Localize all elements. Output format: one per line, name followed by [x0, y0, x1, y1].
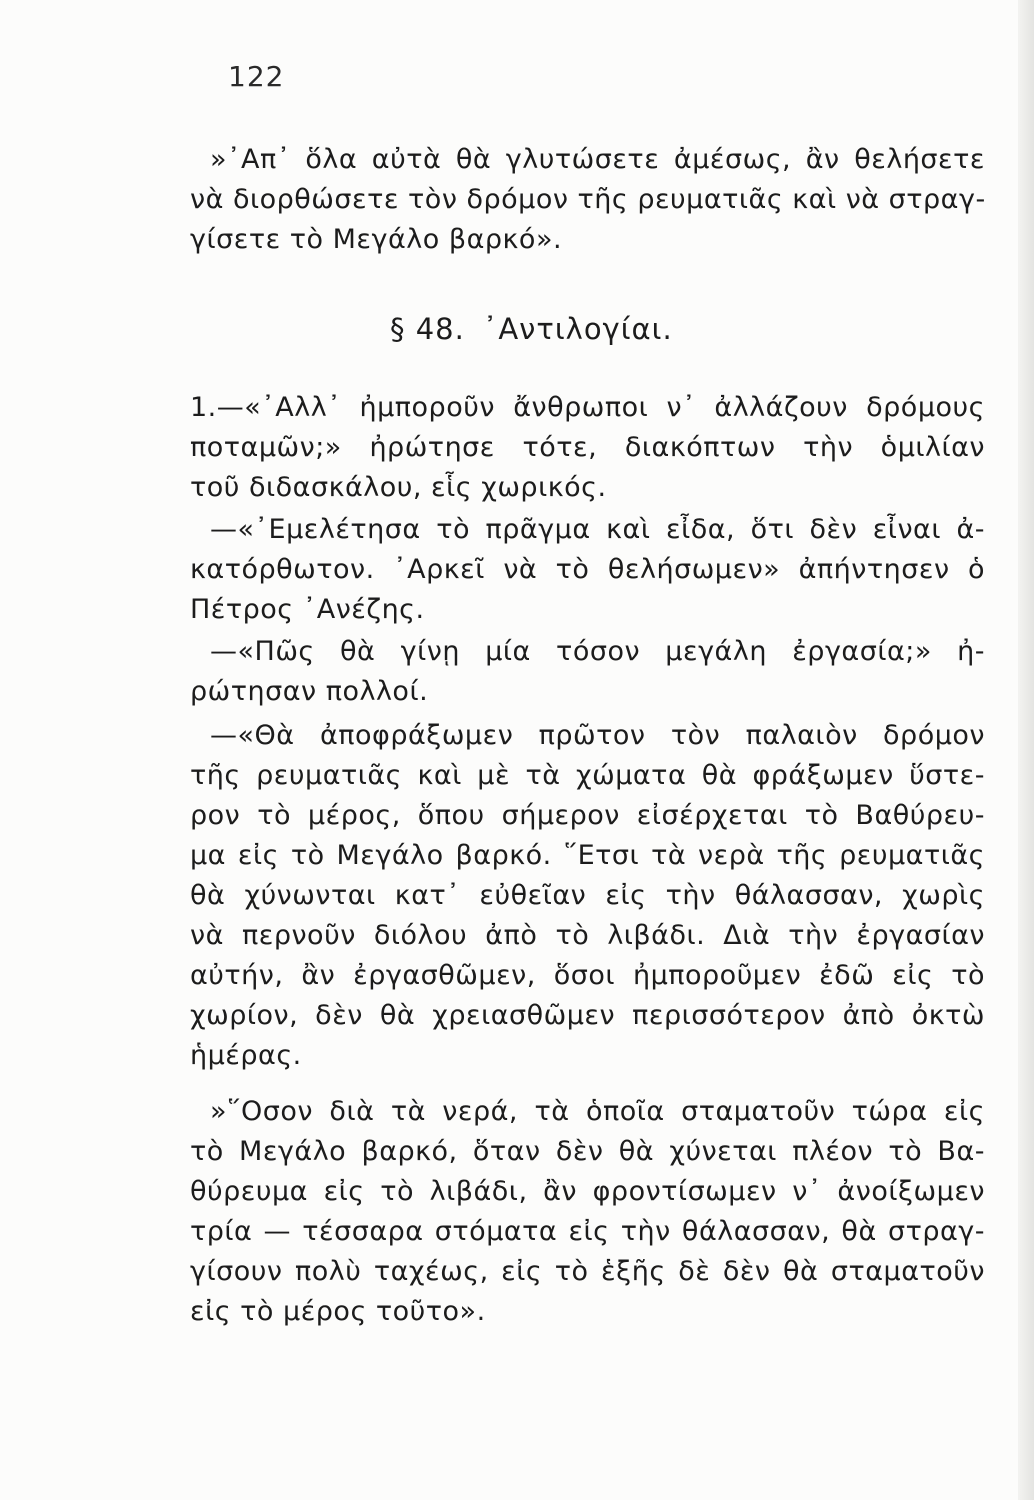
text-line: γίσουν πολὺ ταχέως, εἰς τὸ ἑξῆς δὲ δὲν θὰ σταματοῦν: [190, 1256, 985, 1287]
text-line: νὰ διορθώσετε τὸν δρόμον τῆς ρευματιᾶς καὶ νὰ στραγ-: [190, 184, 986, 215]
paragraph-intro: [190, 140, 985, 260]
paragraph-2: [190, 510, 985, 630]
text-line: τῆς ρευματιᾶς καὶ μὲ τὰ χώματα θὰ φράξωμεν ὕστε-: [190, 760, 985, 791]
paragraph-3: [190, 632, 985, 712]
text-line: γίσετε τὸ Μεγάλο βαρκό».: [190, 224, 563, 255]
section-title: ᾿Αντιλογίαι.: [482, 312, 673, 346]
text-line: θὰ χύνωνται κατ᾿ εὐθεῖαν εἰς τὴν θάλασσαν, χωρὶς: [190, 880, 985, 911]
text-line: μα εἰς τὸ Μεγάλο βαρκό. ῞Ετσι τὰ νερὰ τῆς ρευματιᾶς: [190, 840, 985, 871]
text-line: ποταμῶν;» ἠρώτησε τότε, διακόπτων τὴν ὁμιλίαν: [190, 432, 985, 463]
text-line: ἡμέρας.: [190, 1040, 302, 1071]
text-line: τὸ Μεγάλο βαρκό, ὅταν δὲν θὰ χύνεται πλέον τὸ Βα-: [190, 1136, 985, 1167]
text-line: χωρίον, δὲν θὰ χρειασθῶμεν περισσότερον ἀπὸ ὀκτὼ: [190, 1000, 985, 1031]
text-line: ρον τὸ μέρος, ὅπου σήμερον εἰσέρχεται τὸ Βαθύρευ-: [190, 800, 985, 831]
text-line: Πέτρος ᾿Ανέζης.: [190, 594, 425, 625]
section-number: § 48.: [390, 312, 465, 346]
text-line: τοῦ διδασκάλου, εἷς χωρικός.: [190, 472, 607, 503]
paragraph-4: [190, 716, 985, 1076]
text-line: »῞Οσον διὰ τὰ νερά, τὰ ὁποῖα σταματοῦν τώρα εἰς: [210, 1096, 985, 1127]
paragraph-5: [190, 1092, 985, 1332]
text-line: —«Θὰ ἀποφράξωμεν πρῶτον τὸν παλαιὸν δρόμον: [210, 720, 985, 751]
section-heading: [390, 312, 673, 346]
text-line: »᾿Απ᾿ ὅλα αὐτὰ θὰ γλυτώσετε ἀμέσως, ἂν θελήσετε: [210, 144, 985, 175]
text-line: αὐτήν, ἂν ἐργασθῶμεν, ὅσοι ἠμποροῦμεν ἐδῶ εἰς τὸ: [190, 960, 985, 991]
text-line: κατόρθωτον. ᾿Αρκεῖ νὰ τὸ θελήσωμεν» ἀπήντησεν ὁ: [190, 554, 985, 585]
text-line: 1.—«᾿Αλλ᾿ ἠμποροῦν ἄνθρωποι ν᾿ ἀλλάζουν δρόμους: [190, 392, 985, 423]
text-line: θύρευμα εἰς τὸ λιβάδι, ἂν φροντίσωμεν ν᾿ ἀνοίξωμεν: [190, 1176, 985, 1207]
text-line: ρώτησαν πολλοί.: [190, 676, 429, 707]
text-line: τρία — τέσσαρα στόματα εἰς τὴν θάλασσαν, θὰ στραγ-: [190, 1216, 985, 1247]
text-line: εἰς τὸ μέρος τοῦτο».: [190, 1296, 486, 1327]
page-edge-shadow: [1018, 0, 1034, 1500]
text-line: —«Πῶς θὰ γίνῃ μία τόσον μεγάλη ἐργασία;» ἠ-: [210, 636, 985, 667]
page-number: 122: [228, 60, 285, 93]
text-line: —«᾿Εμελέτησα τὸ πρᾶγμα καὶ εἶδα, ὅτι δὲν εἶναι ἀ-: [210, 514, 985, 545]
text-line: νὰ περνοῦν διόλου ἀπὸ τὸ λιβάδι. Διὰ τὴν ἐργασίαν: [190, 920, 985, 951]
paragraph-1: [190, 388, 985, 508]
